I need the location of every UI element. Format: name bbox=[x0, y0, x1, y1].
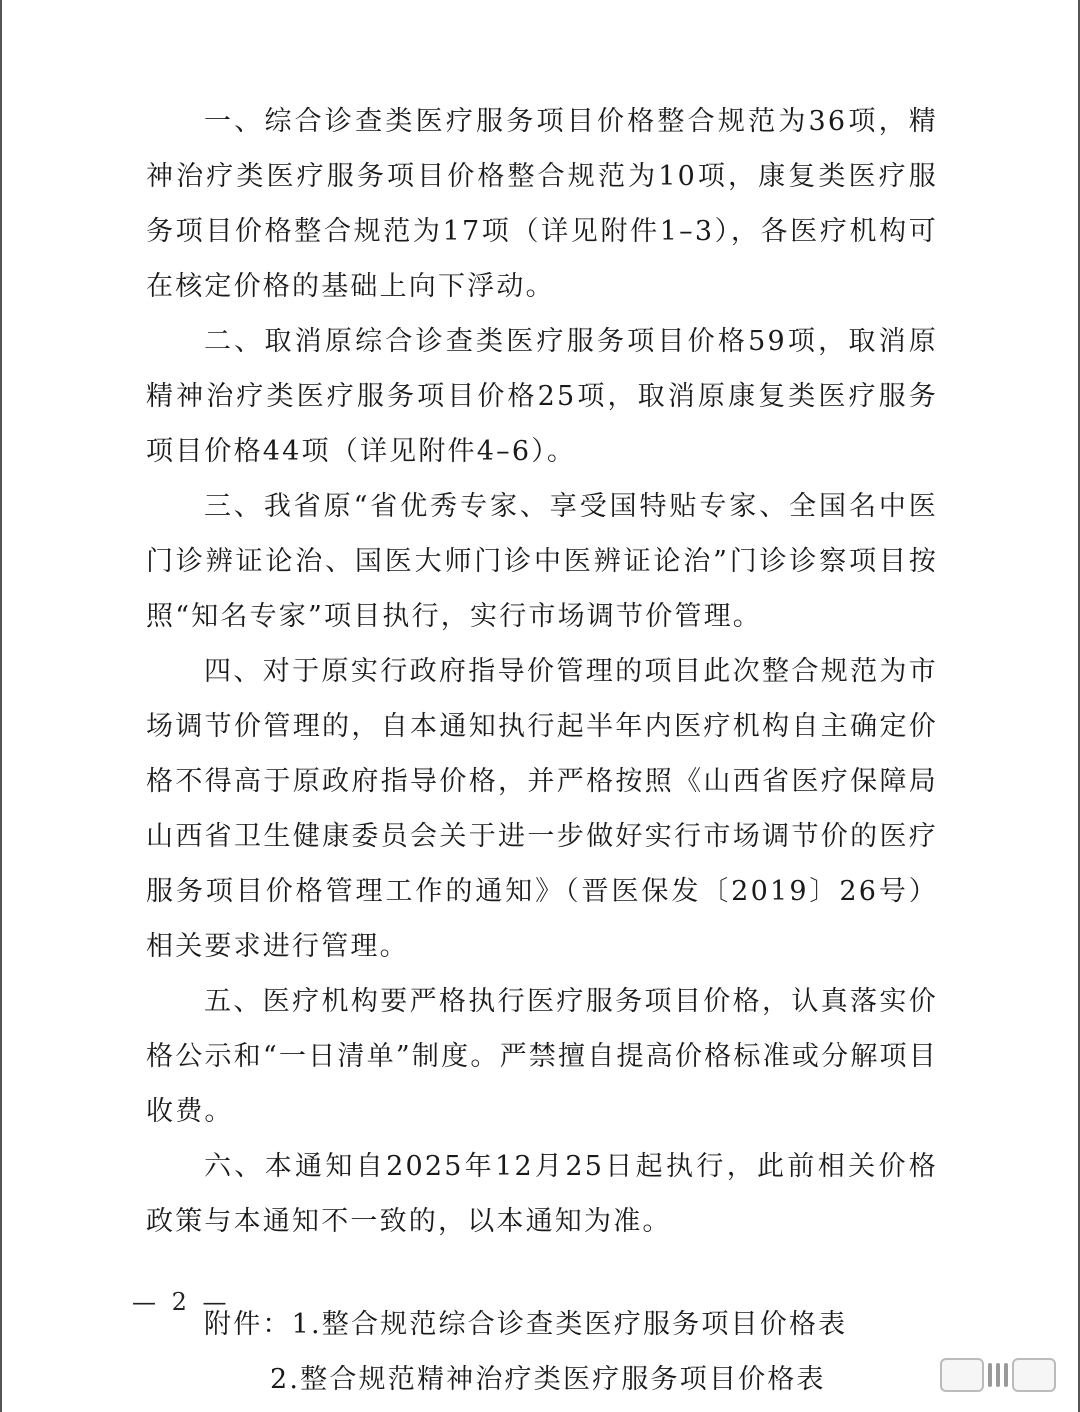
watermark-icon bbox=[940, 1358, 1056, 1392]
document-body bbox=[146, 94, 938, 1407]
paragraph-5: 五、医疗机构要严格执行医疗服务项目价格，认真落实价格公示和“一日清单”制度。严禁擅自提高价格标准或分解项目收费。 bbox=[146, 986, 938, 1127]
attachment-item-2: 2.整合规范精神治疗类医疗服务项目价格表 bbox=[270, 1364, 826, 1395]
attachment-item-1: 附件：1.整合规范综合诊查类医疗服务项目价格表 bbox=[204, 1309, 848, 1340]
paragraph-4: 四、对于原实行政府指导价管理的项目此次整合规范为市场调节价管理的，自本通知执行起半年内医疗机构自主确定价格不得高于原政府指导价格，并严格按照《山西省医疗保障局 山西省卫生健康委员会关于进一步做好实行市场调节价的医疗服务项目价格管理工作的通知》（晋医保发〔2019〕26号）相关要求进行管理。 bbox=[146, 656, 938, 962]
attachments-list bbox=[146, 1297, 938, 1407]
paragraph-3: 三、我省原“省优秀专家、享受国特贴专家、全国名中医门诊辨证论治、国医大师门诊中医辨证论治”门诊诊察项目按照“知名专家”项目执行，实行市场调节价管理。 bbox=[146, 491, 938, 632]
paragraph-1: 一、综合诊查类医疗服务项目价格整合规范为36项，精神治疗类医疗服务项目价格整合规范为10项，康复类医疗服务项目价格整合规范为17项（详见附件1–3），各医疗机构可在核定价格的基础上向下浮动。 bbox=[146, 106, 938, 302]
paragraph-2: 二、取消原综合诊查类医疗服务项目价格59项，取消原精神治疗类医疗服务项目价格25项，取消原康复类医疗服务项目价格44项（详见附件4–6）。 bbox=[146, 326, 938, 467]
paragraph-6: 六、本通知自2025年12月25日起执行，此前相关价格政策与本通知不一致的，以本通知为准。 bbox=[146, 1151, 938, 1237]
page-number: — 2 — bbox=[132, 1288, 231, 1316]
